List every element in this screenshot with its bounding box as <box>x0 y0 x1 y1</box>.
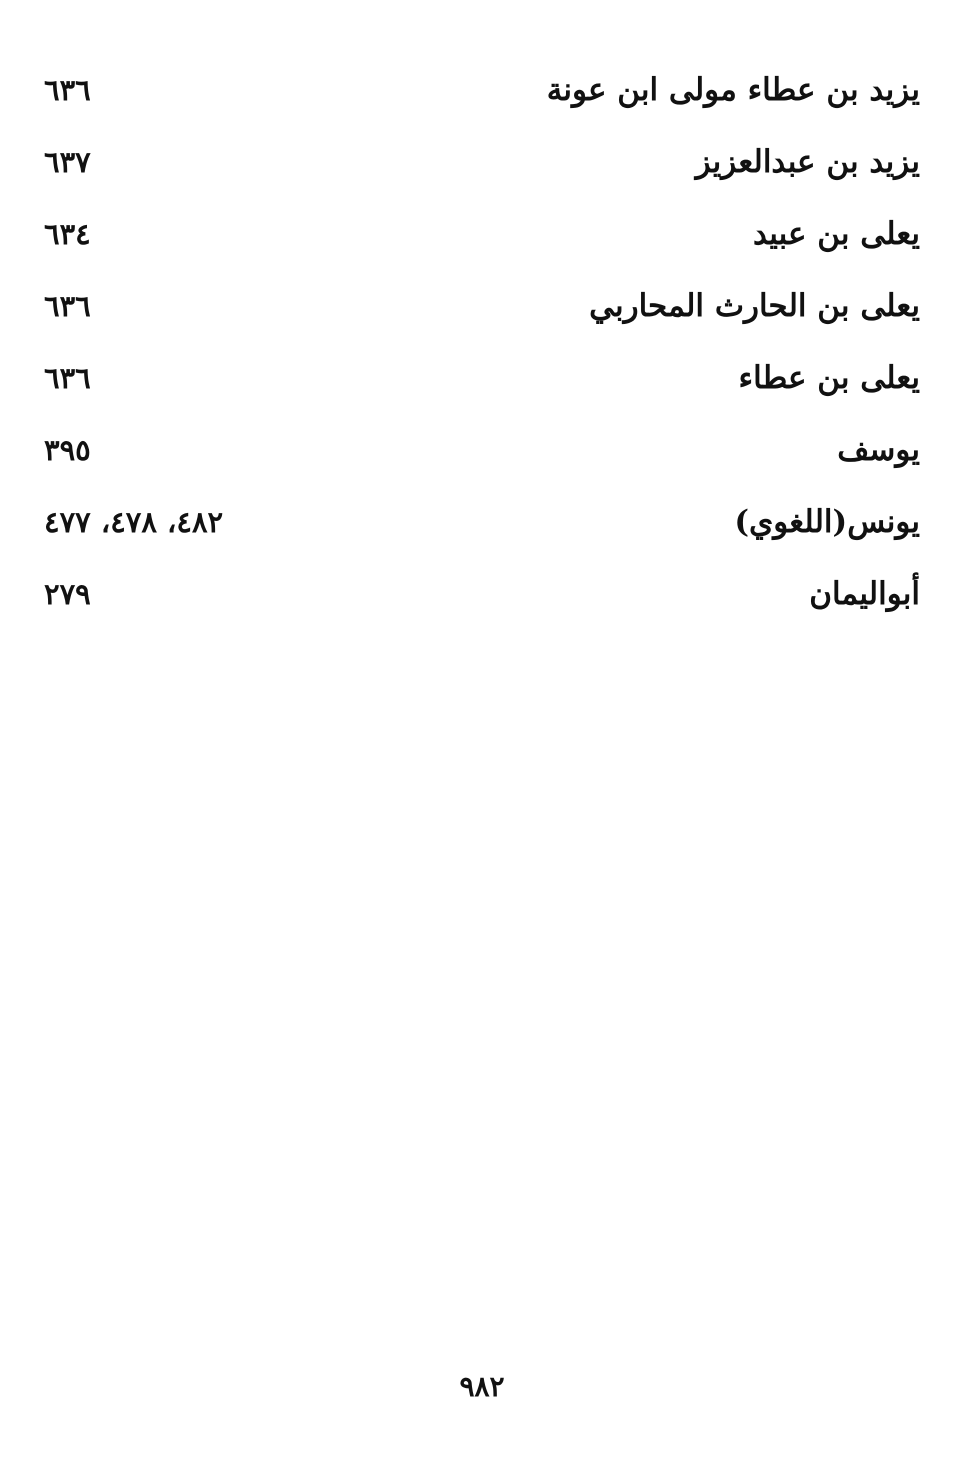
entry-name: يعلى بن عطاء <box>738 360 920 396</box>
entry-name: يوسف <box>837 432 920 468</box>
entry-name: يونس(اللغوي) <box>734 504 920 540</box>
index-entry <box>44 206 920 278</box>
entry-pages: ٦٣٦ <box>44 73 91 107</box>
index-entry <box>44 134 920 206</box>
index-entry <box>44 494 920 566</box>
page-number: ٩٨٢ <box>459 1370 505 1403</box>
index-entry <box>44 278 920 350</box>
entry-pages: ٦٣٦ <box>44 289 91 323</box>
index-entry <box>44 566 920 638</box>
entry-pages: ٦٣٤ <box>44 217 91 251</box>
entry-name: يزيد بن عطاء مولى ابن عونة <box>546 72 920 108</box>
entry-pages: ٢٧٩ <box>44 577 91 611</box>
entry-pages: ٣٩٥ <box>44 433 91 467</box>
entry-name: يعلى بن الحارث المحاربي <box>589 288 920 324</box>
entry-name: أبواليمان <box>809 576 920 612</box>
entry-name: يزيد بن عبدالعزيز <box>695 144 920 180</box>
entry-pages: ٦٣٦ <box>44 361 91 395</box>
index-entry <box>44 62 920 134</box>
index-entry <box>44 350 920 422</box>
index-entry <box>44 422 920 494</box>
entry-name: يعلى بن عبيد <box>753 216 920 252</box>
entry-pages: ٦٣٧ <box>44 145 91 179</box>
index-list <box>44 62 920 638</box>
entry-pages: ٤٨٢، ٤٧٨، ٤٧٧ <box>44 505 224 539</box>
